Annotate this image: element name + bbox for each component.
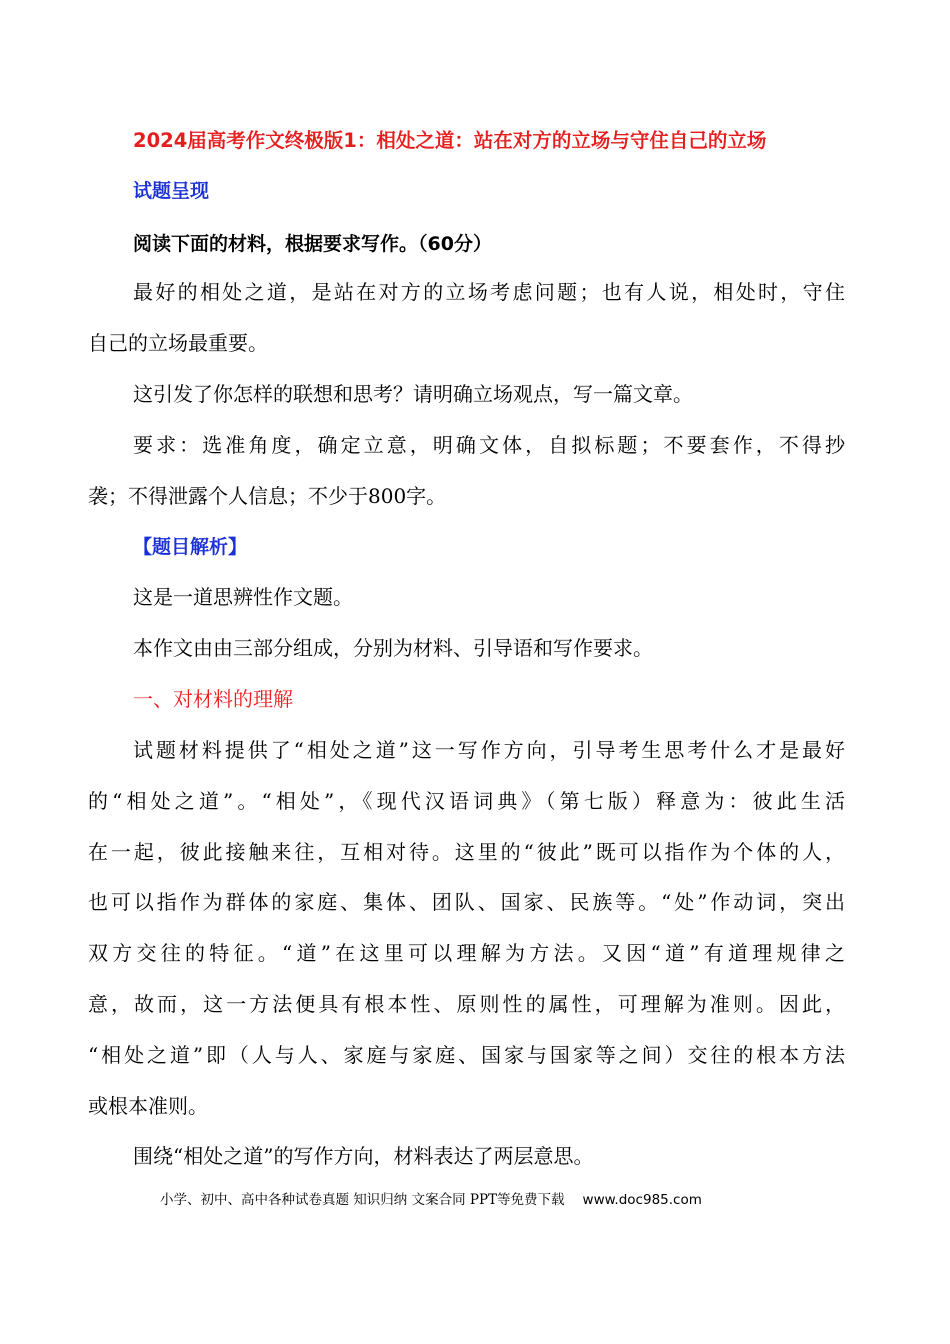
footer-text: 小学、初中、高中各种试卷真题 知识归纳 文案合同 PPT等免费下载	[160, 1192, 565, 1208]
exam-instruction: 阅读下面的材料，根据要求写作。（60分）	[133, 233, 492, 255]
paragraph-line: “相处之道”即（人与人、家庭与家庭、国家与国家等之间）交往的根本方法	[88, 1043, 845, 1067]
paragraph-line: 意，故而，这一方法便具有根本性、原则性的属性，可理解为准则。因此，	[88, 992, 845, 1016]
paragraph-line: 也可以指作为群体的家庭、集体、团队、国家、民族等。“处”作动词，突出	[88, 890, 845, 914]
paragraph-line: 或根本准则。	[88, 1094, 208, 1118]
paragraph-line: 试题材料提供了“相处之道”这一写作方向，引导考生思考什么才是最好	[133, 738, 845, 762]
material-line: 最好的相处之道，是站在对方的立场考虑问题；也有人说，相处时，守住	[133, 280, 845, 304]
section-heading-exam: 试题呈现	[133, 180, 210, 202]
subsection-heading: 一、对材料的理解	[133, 687, 293, 711]
requirements-line: 要求：选准角度，确定立意，明确文体，自拟标题；不要套作，不得抄	[133, 433, 845, 457]
analysis-intro-line: 本作文由由三部分组成，分别为材料、引导语和写作要求。	[133, 636, 653, 660]
writing-prompt: 这引发了你怎样的联想和思考？请明确立场观点，写一篇文章。	[133, 382, 693, 406]
requirements-line: 袭；不得泄露个人信息；不少于800字。	[88, 484, 447, 508]
paragraph-line: 围绕“相处之道”的写作方向，材料表达了两层意思。	[133, 1144, 594, 1168]
paragraph-line: 双方交往的特征。“道”在这里可以理解为方法。又因“道”有道理规律之	[88, 941, 845, 965]
section-heading-analysis: 【题目解析】	[133, 536, 248, 558]
paragraph-line: 的“相处之道”。“相处”，《现代汉语词典》（第七版）释意为：彼此生活	[88, 789, 845, 813]
analysis-intro-line: 这是一道思辨性作文题。	[133, 585, 353, 609]
footer-url[interactable]: www.doc985.com	[582, 1192, 702, 1208]
material-line: 自己的立场最重要。	[88, 331, 268, 355]
page-footer	[160, 1189, 800, 1211]
document-title: 2024届高考作文终极版1：相处之道：站在对方的立场与守住自己的立场	[133, 129, 767, 152]
paragraph-line: 在一起，彼此接触来往，互相对待。这里的“彼此”既可以指作为个体的人，	[88, 840, 845, 864]
